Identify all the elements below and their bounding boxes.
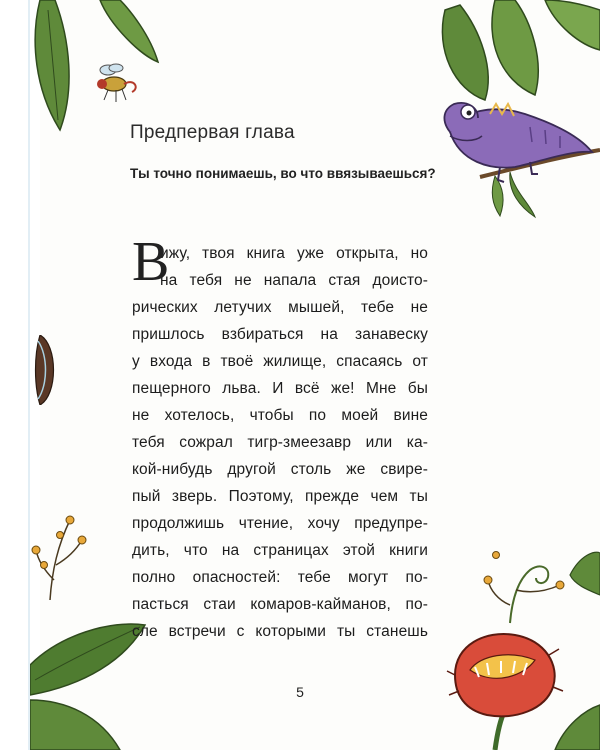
text-line: пасться стаи комаров-кайманов, по- [132,596,428,613]
text-line: на тебя не напала стая доисто- [160,272,428,289]
chameleon-illustration [420,92,600,222]
chapter-title: Предпервая глава [130,122,295,143]
page-number: 5 [296,684,304,700]
text-line: кой-нибудь другой столь же свире- [132,461,428,478]
text-line: полно опасностей: тебе могут по- [132,569,428,586]
text-line: пришлось взбираться на занавеску [132,326,428,343]
leaf-shape [555,705,600,750]
text-line: рических летучих мышей, тебе не [132,299,428,316]
leaf-shape [30,700,120,750]
spiral-plant-illustration [470,545,600,625]
leaf-shape [492,0,538,95]
text-line: дить, что на страницах этой книги [132,542,428,559]
body-text [132,231,428,645]
leaf-shape [35,0,69,130]
fly-illustration [88,58,144,108]
leaf-shape [570,552,600,595]
leaf-shape [545,0,600,50]
text-line: ижу, твоя книга уже открыта, но [160,245,428,262]
text-line: продолжишь чтение, хочу предупре- [132,515,428,532]
text-line: пый зверь. Поэтому, прежде чем ты [132,488,428,505]
seed-illustration [30,335,58,405]
chapter-subtitle: Ты точно понимаешь, во что ввязываешься? [130,166,436,181]
text-line: тебя сожрал тигр-змеезавр или ка- [132,434,428,451]
text-line: у входа в твоё жилище, спасаясь от [132,353,428,370]
leaf-shape [100,0,158,62]
text-line: сле встречи с которыми ты станешь [132,623,428,640]
text-line: не хотелось, чтобы по моей вине [132,407,428,424]
text-line: пещерного льва. И всё же! Мне бы [132,380,428,397]
leaf-shape [442,5,488,100]
drop-cap: В [132,231,170,293]
berries-sprig-illustration [30,510,90,600]
